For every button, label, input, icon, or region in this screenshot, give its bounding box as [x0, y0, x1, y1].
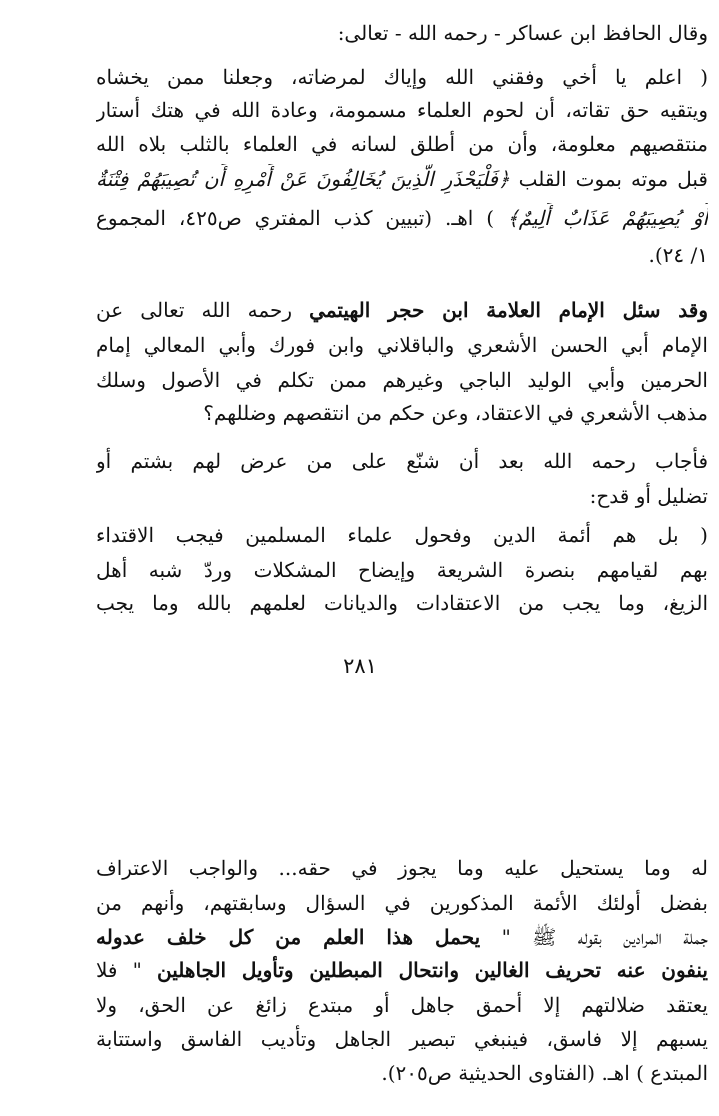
fatawa-citation: المبتدع ) اهـ. (الفتاوى الحديثية ص٢٠٥). [381, 1061, 708, 1085]
ibn-asakir-quote-line-3: منتقصيهم معلومة، وأن من أطلق لسانه في العلماء بالثلب بلاه الله [96, 132, 708, 156]
ibn-asakir-quote-line-2: ويتقيه حق تقاته، أن لحوم العلماء مسمومة، وعادة الله في هتك أستار [96, 98, 708, 122]
quran-line-lead: قبل موته بموت القلب [518, 167, 708, 191]
citation-majmu-end: ١/ ٢٤). [648, 243, 708, 267]
hadith-intro: جملة المرادين بقوله ﷺ " [501, 925, 708, 949]
haitami-quote-line-2: بهم لقيامهم بنصرة الشريعة وإيضاح المشكلات وردّ شبه أهل [96, 558, 708, 582]
haitami-answer-line-1: فأجاب رحمه الله بعد أن شنّع على من عرض لهم بشتم أو [96, 449, 708, 473]
lower-line-6: يسبهم إلا فاسق، فينبغي تبصير الجاهل وتأديب الفاسق واستتابة [96, 1027, 708, 1051]
lower-line-2: بفضل أولئك الأئمة المذكورين في السؤال وسابقتهم، وأنهم من [96, 891, 708, 915]
haitami-answer-line-2: تضليل أو قدح: [589, 484, 708, 508]
page-number: ٢٨١ [343, 654, 377, 678]
haitami-question-rest: رحمه الله تعالى عن [96, 298, 292, 322]
haitami-question-line-4: مذهب الأشعري في الاعتقاد، وعن حكم من انتقصهم وضللهم؟ [203, 401, 708, 425]
hadith-text-part-1: يحمل هذا العلم من كل خلف عدوله [96, 925, 481, 949]
haitami-question-line-3: الحرمين وأبي الوليد الباجي وغيرهم ممن تكلم في الأصول وسلك [96, 368, 708, 392]
lower-line-1: له وما يستحيل عليه وما يجوز في حقه... والواجب الاعتراف [96, 856, 708, 880]
haitami-question-line-1 [96, 295, 708, 327]
hadith-line-1 [96, 922, 708, 954]
hadith-text-part-2: ينفون عنه تحريف الغالين وانتحال المبطلين وتأويل الجاهلين [157, 958, 708, 982]
hadith-line-2 [96, 955, 708, 987]
hadith-close: " فلا [96, 958, 142, 982]
quran-verse-end-line [96, 203, 708, 235]
quran-verse-part-1: ﴿فَلْيَحْذَرِ الَّذِينَ يُخَالِفُونَ عَنْ أَمْرِهِ أَن تُصِيبَهُمْ فِتْنَةٌ [96, 167, 510, 191]
quran-verse-part-2: أَوْ يُصِيبَهُمْ عَذَابٌ أَلِيمٌ﴾ [506, 206, 708, 230]
haitami-quote-line-1: ( بل هم أئمة الدين وفحول علماء المسلمين فيجب الاقتداء [96, 523, 708, 547]
ibn-asakir-intro: وقال الحافظ ابن عساكر - رحمه الله - تعالى: [337, 21, 708, 45]
haitami-question-bold: وقد سئل الإمام العلامة ابن حجر الهيتمي [309, 298, 708, 322]
quran-line [96, 164, 708, 196]
ibn-asakir-quote-line-1: ( اعلم يا أخي وفقني الله وإياك لمرضاته، وجعلنا ممن يخشاه [96, 65, 708, 89]
citation-tabyin: ) اهـ. (تبيين كذب المفتري ص٤٢٥، المجموع [96, 206, 495, 230]
haitami-question-line-2: الإمام أبي الحسن الأشعري والباقلاني وابن فورك وأبي المعالي إمام [96, 333, 708, 357]
lower-line-5: يعتقد ضلالتهم إلا أحمق جاهل أو مبتدع زائغ عن الحق، ولا [96, 993, 708, 1017]
haitami-quote-line-3: الزيغ، وما يجب من الاعتقادات والديانات لعلمهم بالله وما يجب [96, 591, 708, 615]
